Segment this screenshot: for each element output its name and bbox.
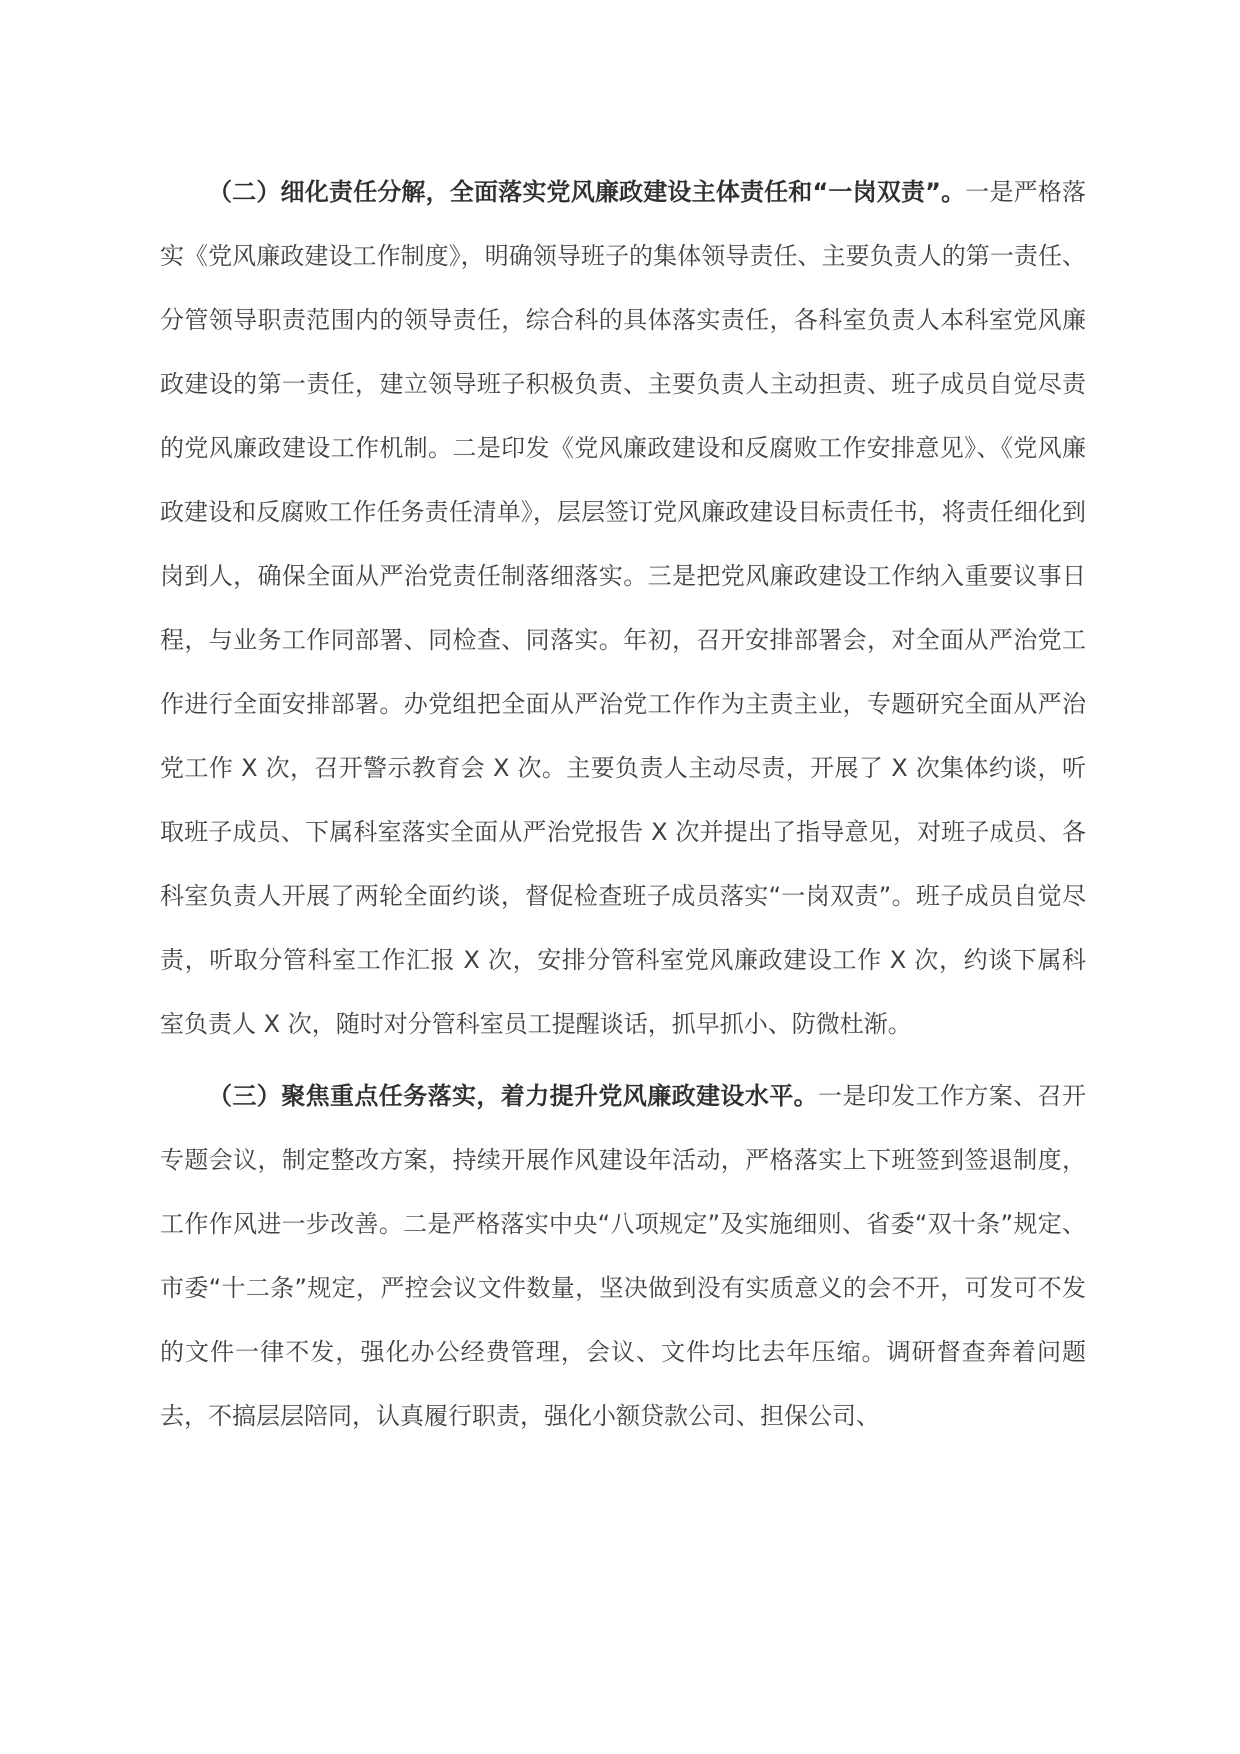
section-3-heading: （三）聚焦重点任务落实，着力提升党风廉政建设水平。	[208, 1082, 818, 1110]
section-2-heading: （二）细化责任分解，全面落实党风廉政建设主体责任和“一岗双责”。	[208, 178, 966, 206]
section-2-body: 一是严格落实《党风廉政建设工作制度》，明确领导班子的集体领导责任、主要负责人的第一责任、分管领导职责范围内的领导责任，综合科的具体落实责任，各科室负责人本科室党风廉政建设的第一责任，建立领导班子积极负责、主要负责人主动担责、班子成员自觉尽责的党风廉政建设工作机制。二是印发《党风廉政建设和反腐败工作安排意见》、《党风廉政建设和反腐败工作任务责任清单》，层层签订党风廉政建设目标责任书，将责任细化到岗到人，确保全面从严治党责任制落细落实。三是把党风廉政建设工作纳入重要议事日程，与业务工作同部署、同检查、同落实。年初，召开安排部署会，对全面从严治党工作进行全面安排部署。办党组把全面从严治党工作作为主责主业，专题研究全面从严治党工作 X 次，召开警示教育会 X 次。主要负责人主动尽责，开展了 X 次集体约谈，听取班子成员、下属科室落实全面从严治党报告 X 次并提出了指导意见，对班子成员、各科室负责人开展了两轮全面约谈，督促检查班子成员落实“一岗双责”。班子成员自觉尽责，听取分管科室工作汇报 X 次，安排分管科室党风廉政建设工作 X 次，约谈下属科室负责人 X 次，随时对分管科室员工提醒谈话，抓早抓小、防微杜渐。	[160, 178, 1086, 1038]
paragraph-section-2	[160, 160, 1086, 1056]
document-body	[160, 160, 1086, 1448]
paragraph-section-3	[160, 1064, 1086, 1448]
section-3-body: 一是印发工作方案、召开专题会议，制定整改方案，持续开展作风建设年活动，严格落实上下班签到签退制度，工作作风进一步改善。二是严格落实中央“八项规定”及实施细则、省委“双十条”规定、市委“十二条”规定，严控会议文件数量，坚决做到没有实质意义的会不开，可发可不发的文件一律不发，强化办公经费管理，会议、文件均比去年压缩。调研督查奔着问题去，不搞层层陪同，认真履行职责，强化小额贷款公司、担保公司、	[160, 1082, 1086, 1430]
